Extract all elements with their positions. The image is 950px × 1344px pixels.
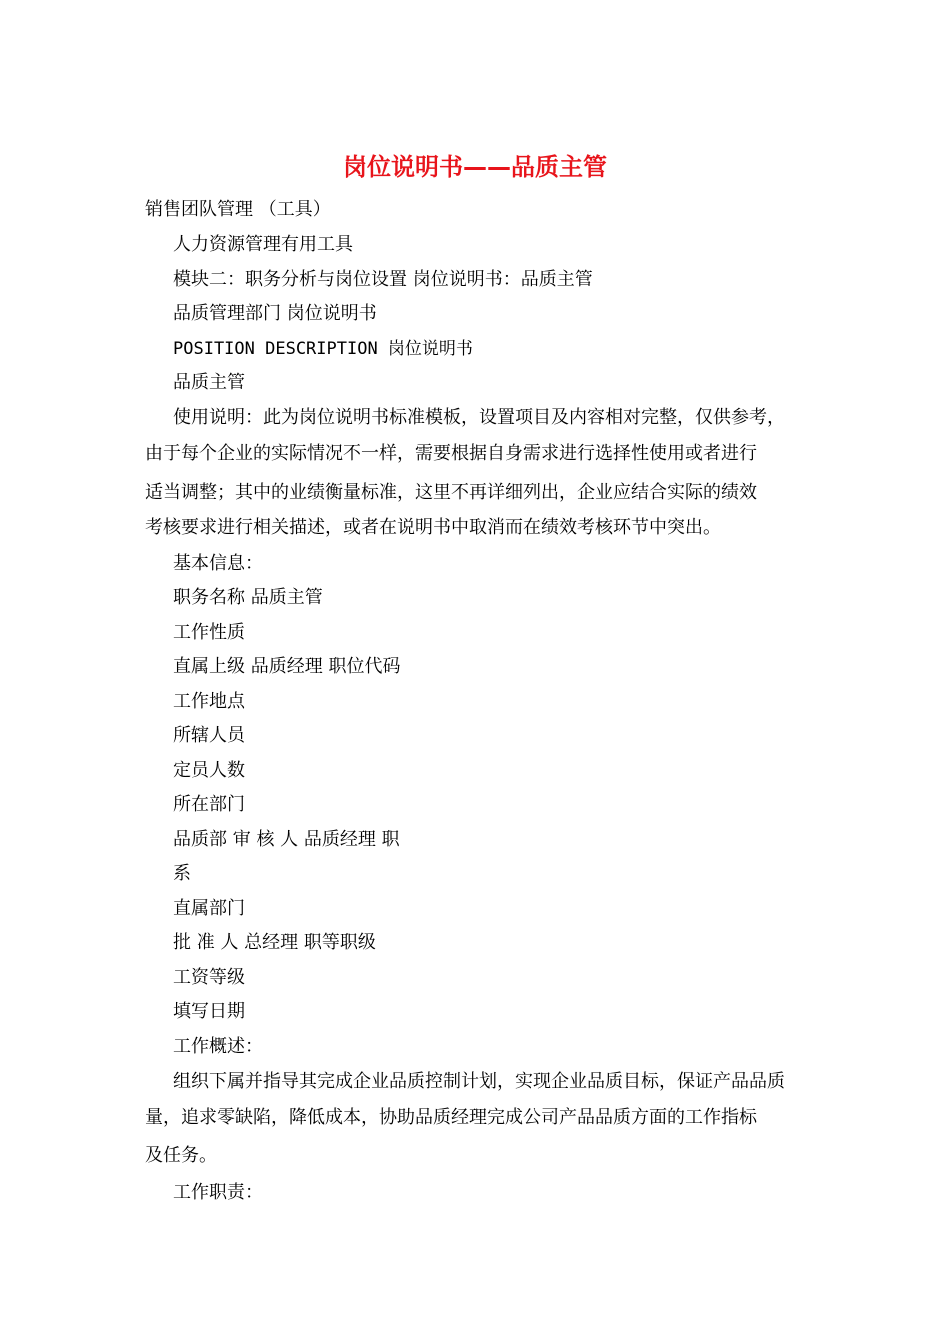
text-line: 人力资源管理有用工具	[173, 234, 353, 255]
text-line: 由于每个企业的实际情况不一样，需要根据自身需求进行选择性使用或者进行	[145, 443, 757, 464]
text-line: 工作职责：	[173, 1182, 263, 1203]
text-line: 工作概述：	[173, 1036, 263, 1057]
text-line: 工作性质	[173, 622, 245, 643]
text-line: 基本信息：	[173, 553, 263, 574]
text-line: 直属部门	[173, 898, 245, 919]
document-title: 岗位说明书——品质主管	[343, 153, 607, 181]
text-line: 工作地点	[173, 691, 245, 712]
text-line: 模块二：职务分析与岗位设置 岗位说明书：品质主管	[173, 269, 593, 290]
text-line: 定员人数	[173, 760, 245, 781]
text-line: POSITION DESCRIPTION 岗位说明书	[173, 339, 473, 359]
text-line: 使用说明：此为岗位说明书标准模板，设置项目及内容相对完整，仅供参考，	[173, 407, 785, 428]
text-line: 品质管理部门 岗位说明书	[173, 303, 377, 324]
text-line: 适当调整；其中的业绩衡量标准，这里不再详细列出，企业应结合实际的绩效	[145, 482, 757, 503]
text-line: 所辖人员	[173, 725, 245, 746]
text-line: 销售团队管理 （工具）	[145, 199, 331, 220]
text-line: 品质部 审 核 人 品质经理 职	[173, 829, 400, 850]
text-line: 系	[173, 863, 191, 884]
text-line: 工资等级	[173, 967, 245, 988]
text-line: 品质主管	[173, 372, 245, 393]
text-line: 组织下属并指导其完成企业品质控制计划，实现企业品质目标，保证产品品质	[173, 1071, 785, 1092]
text-line: 职务名称 品质主管	[173, 587, 323, 608]
text-line: 所在部门	[173, 794, 245, 815]
text-line: 量，追求零缺陷，降低成本，协助品质经理完成公司产品品质方面的工作指标	[145, 1107, 757, 1128]
text-line: 及任务。	[145, 1145, 217, 1166]
text-line: 批 准 人 总经理 职等职级	[173, 932, 376, 953]
text-line: 考核要求进行相关描述，或者在说明书中取消而在绩效考核环节中突出。	[145, 517, 721, 538]
text-line: 直属上级 品质经理 职位代码	[173, 656, 401, 677]
text-line: 填写日期	[173, 1001, 245, 1022]
